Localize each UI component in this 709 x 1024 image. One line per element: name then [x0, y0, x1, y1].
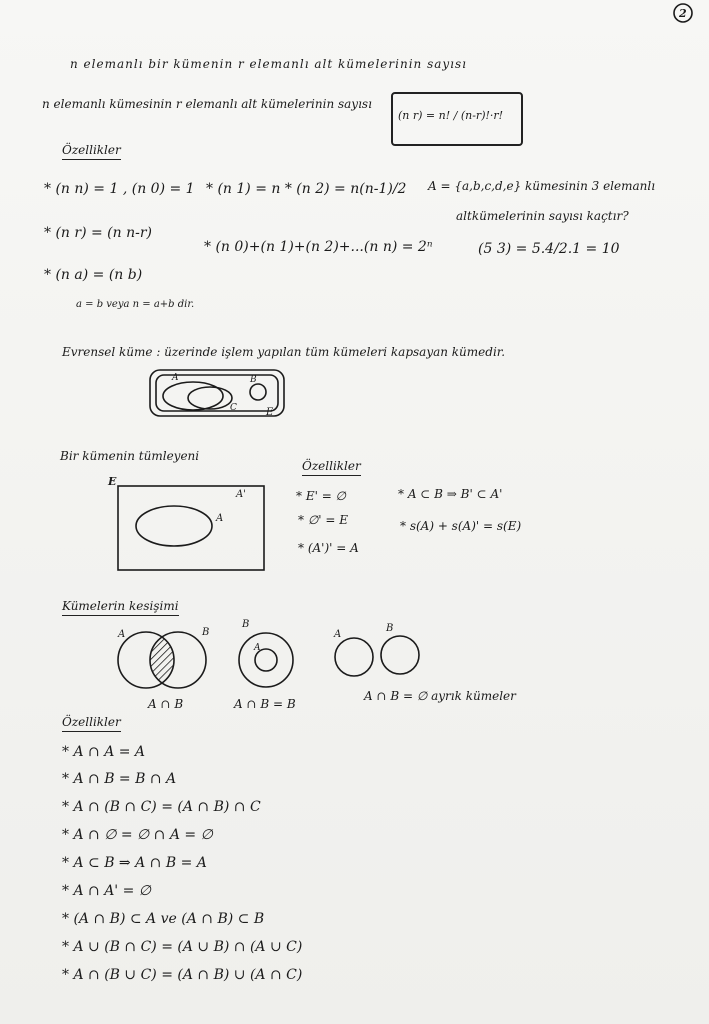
complement-prop-4: * A ⊂ B ⇒ B' ⊂ A'	[398, 487, 503, 501]
prop-5-note: a = b veya n = a+b dir.	[76, 299, 195, 310]
prop-2: * (n 1) = n * (n 2) = n(n-1)/2	[206, 181, 407, 197]
prop-1: * (n n) = 1 , (n 0) = 1	[44, 181, 195, 197]
heading-ozellikler-1: Özellikler	[62, 144, 121, 160]
int3-caption: A ∩ B = ∅ ayrık kümeler	[364, 689, 516, 703]
complement-label-e: E	[108, 475, 117, 488]
venn1-label-b: B	[250, 375, 257, 385]
int1-label-b: B	[202, 627, 210, 638]
intersection-prop-3: * A ∩ (B ∩ C) = (A ∩ B) ∩ C	[62, 799, 261, 815]
int2-label-b: B	[242, 619, 250, 630]
int2-label-a: A	[254, 643, 261, 653]
complement-prop-2: * ∅' = E	[298, 513, 349, 527]
example-answer: (5 3) = 5.4/2.1 = 10	[478, 241, 620, 257]
intersection-prop-5: * A ⊂ B ⇒ A ∩ B = A	[62, 855, 207, 871]
page-number: 2	[679, 7, 687, 20]
intersection-prop-2: * A ∩ B = B ∩ A	[62, 771, 177, 787]
int1-label-a: A	[118, 629, 126, 640]
line-combination-def: n elemanlı kümesinin r elemanlı alt kümelerinin sayısı	[42, 97, 372, 111]
universal-set-definition: Evrensel küme : üzerinde işlem yapılan tüm kümeleri kapsayan kümedir.	[62, 345, 506, 359]
intersection-prop-7: * (A ∩ B) ⊂ A ve (A ∩ B) ⊂ B	[62, 911, 265, 927]
prop-5: * (n a) = (n b)	[44, 267, 143, 283]
complement-prop-1: * E' = ∅	[296, 489, 347, 503]
complement-label-a-prime: A'	[236, 489, 246, 500]
intersection-prop-4: * A ∩ ∅ = ∅ ∩ A = ∅	[62, 827, 213, 843]
venn1-label-c: C	[230, 403, 237, 413]
line-combination-title: n elemanlı bir kümenin r elemanlı alt kümelerinin sayısı	[70, 57, 467, 71]
int3-label-b: B	[386, 623, 394, 634]
example-line-1: A = {a,b,c,d,e} kümesinin 3 elemanlı	[428, 179, 656, 193]
intersection-prop-1: * A ∩ A = A	[62, 744, 146, 760]
heading-ozellikler-2: Özellikler	[302, 460, 361, 476]
intersection-diagram-2	[236, 630, 296, 690]
intersection-diagram-3	[334, 629, 424, 682]
venn1-label-a: A	[172, 373, 179, 383]
heading-ozellikler-3: Özellikler	[62, 716, 121, 732]
int2-caption: A ∩ B = B	[234, 697, 296, 711]
complement-prop-3: * (A')' = A	[298, 541, 359, 555]
formula-text: (n r) = n! / (n-r)!·r!	[398, 109, 504, 122]
complement-prop-5: * s(A) + s(A)' = s(E)	[400, 519, 522, 533]
example-line-2: altkümelerinin sayısı kaçtır?	[456, 209, 629, 223]
venn1-label-e: E	[266, 407, 274, 418]
int1-caption: A ∩ B	[148, 697, 184, 711]
intersection-heading: Kümelerin kesişimi	[62, 600, 179, 616]
prop-3: * (n r) = (n n-r)	[44, 225, 152, 241]
complement-label-a: A	[216, 513, 224, 524]
intersection-diagram-1	[116, 627, 216, 690]
intersection-prop-9: * A ∩ (B ∪ C) = (A ∩ B) ∪ (A ∩ C)	[62, 967, 303, 983]
intersection-prop-8: * A ∪ (B ∩ C) = (A ∪ B) ∩ (A ∪ C)	[62, 939, 303, 955]
intersection-prop-6: * A ∩ A' = ∅	[62, 883, 151, 899]
complement-heading: Bir kümenin tümleyeni	[60, 449, 200, 463]
prop-4: * (n 0)+(n 1)+(n 2)+...(n n) = 2ⁿ	[204, 239, 433, 255]
int3-label-a: A	[334, 629, 342, 640]
